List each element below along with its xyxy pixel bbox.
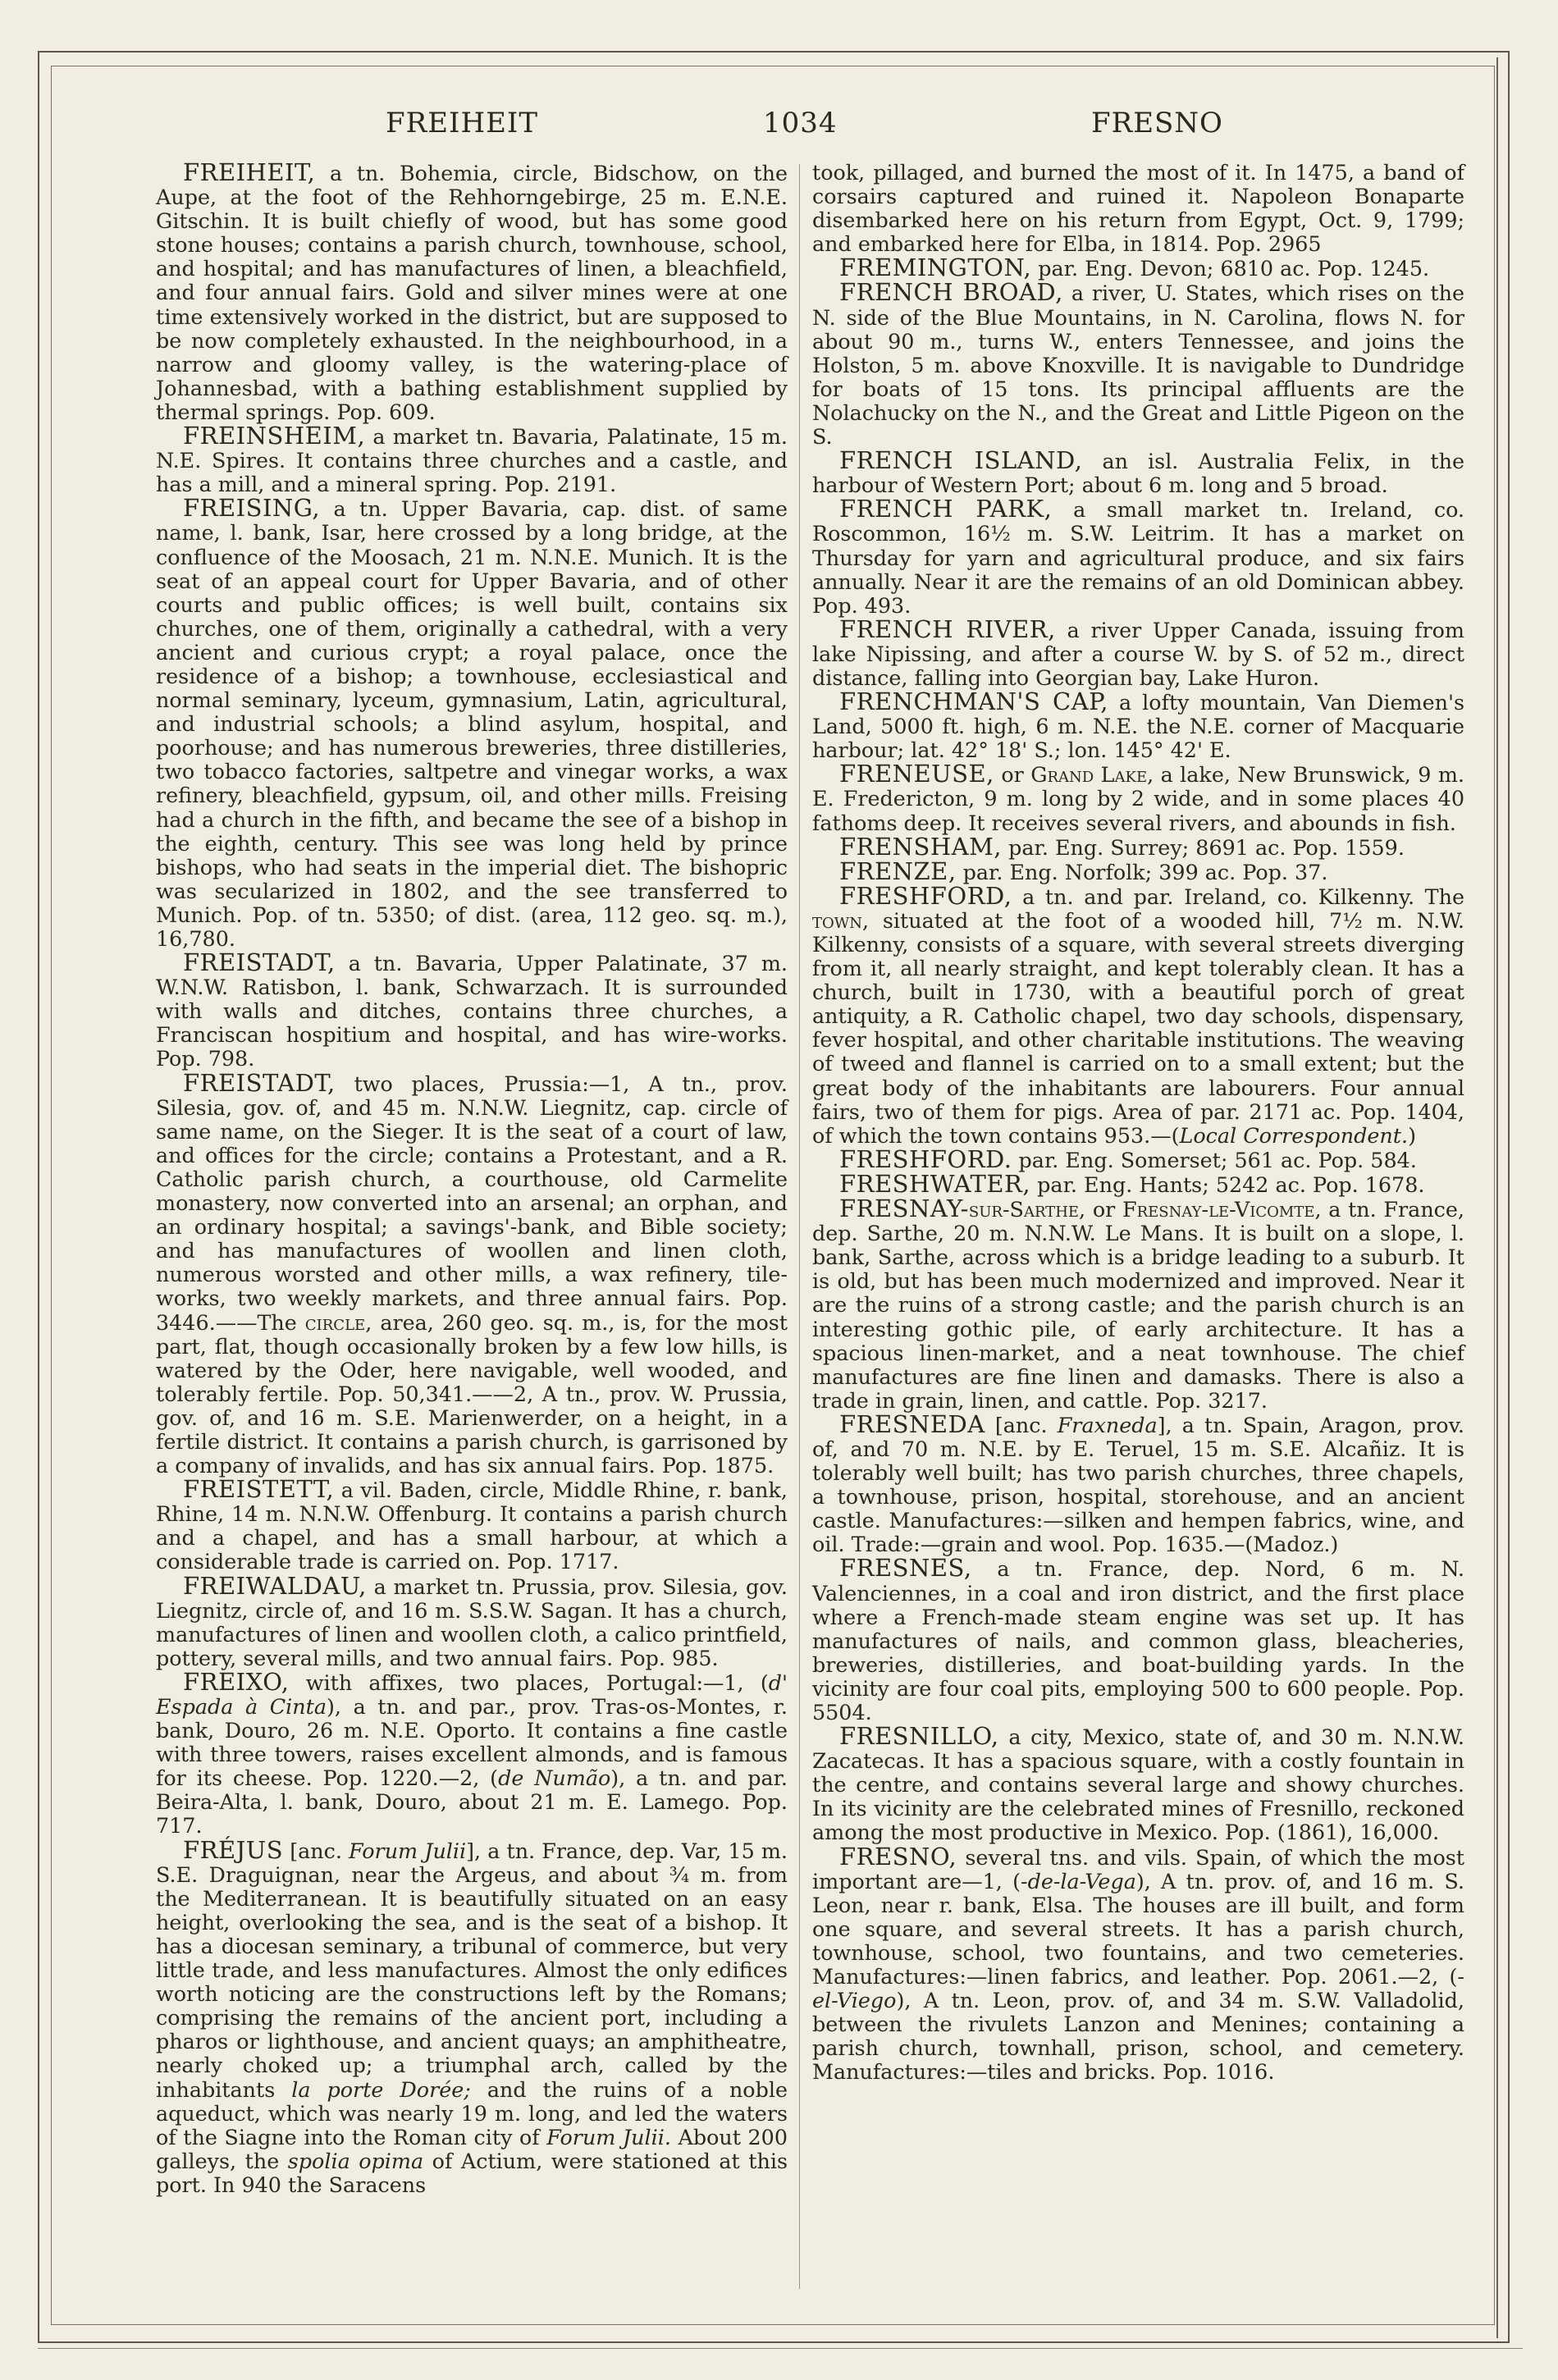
entry-text: ), a tn. and par., prov. Tras-os-Montes, r. bank, Douro, 26 m. N.E. Oporto. It contains a fine castle with three towers, raises excellent almonds, and is famous for its cheese. Pop. 1220.—2, ( xyxy=(156,1694,788,1791)
entry-text: About 200 galleys, the xyxy=(156,2124,788,2173)
entry-headword: FRESNILLO, xyxy=(839,1722,999,1751)
entry-smallcaps: town xyxy=(812,907,863,933)
entry-italic: de Numão xyxy=(498,1766,611,1791)
entry-italic: Forum Julii xyxy=(349,1838,467,1863)
entry-fresnay xyxy=(812,1197,1464,1413)
entry-italic: la porte Dorée; xyxy=(291,2076,471,2102)
entry-italic: Fraxneda xyxy=(1057,1412,1158,1437)
entry-headword: FRESNES, xyxy=(839,1554,972,1583)
entry-text: with affixes, two places, Portugal:—1, ( xyxy=(305,1670,769,1695)
left-column xyxy=(156,158,788,2197)
entry-text: a tn. Bavaria, Upper Palatinate, 37 m. W.N.W. Ratisbon, l. bank, Schwarzach. It is surrounded with walls and ditches, contains three churches, a Franciscan hospitium and hospital, and has wire-works. Pop. 798. xyxy=(156,951,788,1071)
entry-headword: FRESHWATER, xyxy=(839,1169,1031,1198)
entry-freshford-ireland xyxy=(812,881,1464,1148)
entry-text: , area, 260 geo. sq. m., is, for the most part, flat, though occasionally broken by a few low hills, is watered by the Oder, here navigable, well wooded, and tolerably fertile. Pop. 50,341.——2, A tn., prov. W. Prussia, gov. of, and 16 m. S.E. Marienwerder, on a height, in a fertile district. It contains a parish church, is garrisoned by a company of invalids, and has six annual fairs. Pop. 1875. xyxy=(156,1309,788,1478)
entry-freistett xyxy=(156,1475,788,1574)
entry-smallcaps: circle xyxy=(304,1309,366,1335)
entry-italic: Local Correspondent. xyxy=(1179,1122,1409,1148)
entry-text: par. Eng. Devon; 6810 ac. Pop. 1245. xyxy=(1038,256,1430,281)
entry-freistadt-prussia xyxy=(156,1068,788,1478)
entry-headword: FRESHFORD. xyxy=(839,1144,1012,1173)
entry-italic: Forum Julii. xyxy=(546,2124,671,2149)
entry-text: , situated at the foot of a wooded hill, 7½ m. N.W. Kilkenny, consists of a square, with several streets diverging from it, all nearly straight, and kept tolerably clean. It has a church, built in 1730, with a beautiful porch of great antiquity, a R. Catholic chapel, two day schools, dispensary, fever hospital, and other charitable institutions. The weaving of tweed and flannel is carried on to a small extent; but the great body of the inhabitants are labourers. Four annual fairs, two of them for pigs. Area of par. 2171 ac. Pop. 1404, of which the town contains 953.—( xyxy=(812,907,1464,1148)
entry-smallcaps: sur-Sarthe xyxy=(968,1197,1080,1222)
entry-text: several tns. and vils. Spain, of which the most important are—1, ( xyxy=(812,1844,1464,1893)
entry-headword: FREISTADT, xyxy=(183,948,336,977)
entry-text: ], a tn. Spain, Aragon, prov. of, and 70 m. N.E. by E. Teruel, 15 m. S.E. Alcañiz. It is tolerably well built; has two parish churches, three chapels, a townhouse, prison, hospital, storehouse, and an ancient castle. Manufactures:—silken and hempen fabrics, wine, and oil. Trade:—grain and wool. Pop. 1635.—(Madoz.) xyxy=(812,1412,1464,1557)
entry-text: a city, Mexico, state of, and 30 m. N.N.W. Zacatecas. It has a spacious square, with a costly fountain in the centre, and contains several large and showy churches. In its vicinity are the celebrated mines of Fresnillo, reckoned among the most productive in Mexico. Pop. (1861), 16,000. xyxy=(812,1724,1464,1845)
entry-text: a river Upper Canada, issuing from lake Nipissing, and after a course W. by S. of 52 m., direct distance, falling into Georgian bay, Lake Huron. xyxy=(812,617,1464,690)
entry-french-broad xyxy=(812,278,1465,450)
entry-freistadt-bavaria xyxy=(156,948,788,1071)
entry-headword: FRENCH ISLAND, xyxy=(839,446,1083,475)
entry-text: , or xyxy=(1079,1197,1122,1222)
entry-text: an isl. Australia Felix, in the harbour of Western Port; about 6 m. long and 5 broad. xyxy=(812,449,1464,498)
entry-text: par. Eng. Hants; 5242 ac. Pop. 1678. xyxy=(1037,1172,1425,1197)
entry-text: a tn. and par. Ireland, co. Kilkenny. The xyxy=(1022,884,1464,909)
entry-headword: FRESNAY- xyxy=(839,1195,969,1223)
entry-text: a tn. Upper Bavaria, cap. dist. of same name, l. bank, Isar, here crossed by a long bridge, at the confluence of the Moosach, 21 m. N.N.E. Munich. It is the seat of an appeal court for Upper Bavaria, and of other courts and public offices; is well built, contains six churches, one of them, originally a cathedral, with a very ancient and curious crypt; a royal palace, once the residence of a bishop; a townhouse, ecclesiastical and normal seminary, lyceum, gymnasium, Latin, agricultural, and industrial schools; a blind asylum, hospital, and poorhouse; and has numerous breweries, three distilleries, two tobacco factories, saltpetre and vinegar works, a wax refinery, bleachfield, gypsum, oil, and other mills. Freising had a church in the fifth, and became the see of a bishop in the eighth, century. This see was long held by prince bishops, who had seats in the imperial diet. The bishopric was secularized in 1802, and the see transferred to Munich. Pop. of tn. 5350; of dist. (area, 112 geo. sq. m.), 16,780. xyxy=(156,496,788,951)
entry-text: took, pillaged, and burned the most of it. In 1475, a band of corsairs captured and ruined it. Napoleon Bonaparte disembarked here on his return from Egypt, Oct. 9, 1799; and embarked here for Elba, in 1814. Pop. 2965 xyxy=(812,160,1464,257)
running-header xyxy=(82,107,1493,148)
entry-headword: FRESHFORD, xyxy=(839,881,1012,910)
entry-freshford-somerset xyxy=(812,1144,1464,1173)
entry-freixo xyxy=(156,1667,788,1839)
entry-smallcaps: Fresnay-le-Vicomte xyxy=(1122,1197,1315,1222)
entry-text: ) xyxy=(1408,1122,1416,1148)
entry-frenze xyxy=(812,857,1464,885)
entry-freiheit xyxy=(156,158,788,424)
entry-frejus xyxy=(156,1835,788,2197)
entry-text: ], a tn. France, dep. Var, 15 m. S.E. Draguignan, near the Argeus, and about ¾ m. from the Mediterranean. It is beautifully situated on an easy height, overlooking the sea, and is the seat of a bishop. It has a diocesan seminary, a tribunal of commerce, but very little trade, and less manufactures. Almost the only edifices worth noticing are the constructions left by the Romans; comprising the remains of the ancient port, including a pharos or lighthouse, and ancient quays; an amphitheatre, nearly choked up; a triumphal arch, called by the inhabitants xyxy=(156,1838,788,2102)
entry-frenchmans-cap xyxy=(812,690,1464,762)
entry-freshwater xyxy=(812,1169,1464,1198)
entry-headword: FRENCH PARK, xyxy=(839,495,1053,523)
right-column xyxy=(812,161,1464,2085)
entry-text: a vil. Baden, circle, Middle Rhine, r. bank, Rhine, 14 m. N.N.W. Offenburg. It contains a parish church and a chapel, and has a small harbour, at which a considerable trade is carried on. Pop. 1717. xyxy=(156,1478,788,1574)
entry-text: ), A tn. prov. of, and 16 m. S. Leon, near r. bank, Elsa. The houses are ill built, and form one square, and several streets. It has a parish church, townhouse, school, two fountains, and two cemeteries. Manufactures:—linen fabrics, and leather. Pop. 2061.—2, ( xyxy=(812,1868,1464,1989)
entry-text: par. Eng. Norfolk; 399 ac. Pop. 37. xyxy=(962,859,1328,884)
entry-headword: FRÉJUS xyxy=(183,1835,284,1864)
entry-fresneda xyxy=(812,1409,1464,1557)
entry-text: , a tn. France, dep. Sarthe, 20 m. N.N.W. Le Mans. It is built on a slope, l. bank, Sarthe, across which is a bridge leading to a suburb. It is old, but has been much modernized and improved. Near it are the ruins of a strong castle; and the parish church is an interesting gothic pile, of early architecture. It has a spacious linen-market, and a neat townhouse. The chief manufactures are fine linen and damasks. There is also a trade in grain, linen, and cattle. Pop. 3217. xyxy=(812,1197,1464,1413)
column-divider xyxy=(799,164,800,2289)
entry-text: a river, U. States, which rises on the N. side of the Blue Mountains, in N. Carolina, flows N. for about 90 m., turns W., enters Tennessee, and joins the Holston, 5 m. above Knoxville. It is navigable to Dundridge for boats of 15 tons. Its principal affluents are the Nolachucky on the N., and the Great and Little Pigeon on the S. xyxy=(812,281,1465,450)
entry-headword: FREISTADT, xyxy=(183,1068,336,1097)
entry-headword: FRESNO, xyxy=(839,1842,957,1871)
entry-headword: FRENCH RIVER, xyxy=(839,614,1056,643)
entry-fresnillo xyxy=(812,1724,1464,1844)
entry-text: of Actium, were stationed at this port. In 940 the Saracens xyxy=(156,2148,788,2197)
entry-text: , a lake, New Brunswick, 9 m. E. Fredericton, 9 m. long by 2 wide, and in some places 40 fathoms deep. It receives several rivers, and abounds in fish. xyxy=(812,762,1464,835)
header-left-word: FREIHEIT xyxy=(386,107,539,139)
entry-text: ), A tn. Leon, prov. of, and 34 m. S.W. Valladolid, between the rivulets Lanzon and Menines; containing a parish church, townhall, prison, school, and cemetery. Manufactures:—tiles and bricks. Pop. 1016. xyxy=(812,1988,1464,2085)
entry-frensham xyxy=(812,832,1464,861)
entry-headword: FREINSHEIM, xyxy=(183,422,366,450)
entry-freinsheim xyxy=(156,424,788,496)
entry-headword: FREISTETT, xyxy=(183,1475,335,1504)
page-edge-rule xyxy=(1496,57,1498,2338)
entry-headword: FREIXO, xyxy=(183,1667,290,1696)
entry-french-island xyxy=(812,446,1464,498)
entry-headword: FREIWALDAU, xyxy=(183,1571,367,1600)
entry-text: [anc. xyxy=(290,1838,350,1863)
entry-french-river xyxy=(812,614,1464,690)
entry-text: a lofty mountain, Van Diemen's Land, 5000 ft. high, 6 m. N.E. the N.E. corner of Macquarie harbour; lat. 42° 18' S.; lon. 145° 42' E. xyxy=(812,690,1464,763)
entry-text: a market tn. Bavaria, Palatinate, 15 m. N.E. Spires. It contains three churches and a castle, and has a mill, and a mineral spring. Pop. 2191. xyxy=(156,424,788,497)
entry-italic: d' Espada à Cinta xyxy=(156,1670,788,1719)
entry-headword: FRENZE, xyxy=(839,857,957,885)
entry-freneuse xyxy=(812,762,1464,834)
page-bottom-rule xyxy=(38,2348,1523,2349)
entry-text: a small market tn. Ireland, co. Roscommon, 16½ m. S.W. Leitrim. It has a market on Thursday for yarn and agricultural produce, and six fairs annually. Near it are the remains of an old Dominican abbey. Pop. 493. xyxy=(812,497,1464,618)
entry-headword: FREMINGTON, xyxy=(839,254,1032,282)
entry-headword: FREIHEIT, xyxy=(183,158,316,186)
entry-text: a tn. Bohemia, circle, Bidschow, on the Aupe, at the foot of the Rehhorngebirge, 25 m. E.N.E. Gitschin. It is built chiefly of wood, but has some good stone houses; contains a parish church, townhouse, school, and hospital; and has manufactures of linen, a bleachfield, and four annual fairs. Gold and silver mines were at one time extensively worked in the district, but are supposed to be now completely exhausted. In the neighbourhood, in a narrow and gloomy valley, is the watering-place of Johannesbad, with a bathing establishment supplied by thermal springs. Pop. 609. xyxy=(156,161,788,424)
entry-text: par. Eng. Somerset; 561 ac. Pop. 584. xyxy=(1018,1147,1417,1172)
header-right-word: FRESNO xyxy=(1091,107,1223,139)
entry-italic: -de-la-Vega xyxy=(1020,1868,1136,1893)
page-number: 1034 xyxy=(763,107,838,139)
entry-headword: FRENSHAM, xyxy=(839,832,1003,861)
entry-text: par. Eng. Surrey; 8691 ac. Pop. 1559. xyxy=(1008,834,1405,860)
entry-italic: -el-Viego xyxy=(812,1964,1464,2013)
entry-fremington xyxy=(812,256,1464,281)
entry-text: a market tn. Prussia, prov. Silesia, gov. Liegnitz, circle of, and 16 m. S.S.W. Sagan. It has a church, manufactures of linen and woollen cloth, a calico printfield, pottery, several mills, and two annual fairs. Pop. 985. xyxy=(156,1574,788,1670)
entry-text: [anc. xyxy=(994,1412,1058,1437)
entry-headword: FREISING, xyxy=(183,494,321,523)
entry-freising xyxy=(156,496,788,951)
entry-smallcaps: Grand Lake xyxy=(1030,762,1148,788)
entry-text: ), a tn. and par. Beira-Alta, l. bank, Douro, about 21 m. E. Lamego. Pop. 717. xyxy=(156,1766,788,1839)
entry-text: and the ruins of a noble aqueduct, which was nearly 19 m. long, and led the waters of the Siagne into the Roman city of xyxy=(156,2076,788,2149)
entry-text: a tn. France, dep. Nord, 6 m. N. Valenciennes, in a coal and iron district, and the first place where a French-made steam engine was set up. It has manufactures of nails, and common glass, bleacheries, breweries, distilleries, and boat-building yards. In the vicinity are four coal pits, employing 500 to 600 people. Pop. 5504. xyxy=(812,1556,1465,1724)
entry-fresno xyxy=(812,1842,1464,2085)
entry-text: two places, Prussia:—1, A tn., prov. Silesia, gov. of, and 45 m. N.N.W. Liegnitz, cap. circle of same name, on the Sieger. It is the seat of a court of law, and offices for the circle; contains a Protestant, and a R. Catholic parish church, a courthouse, old Carmelite monastery, now converted into an arsenal; an orphan, and an ordinary hospital; a savings'-bank, and Bible society; and has manufactures of woollen and linen cloth, numerous worsted and other mills, a wax refinery, tile-works, two weekly markets, and three annual fairs. Pop. 3446.——The xyxy=(156,1071,788,1335)
entry-french-park xyxy=(812,497,1464,617)
entry-headword: FRENCHMAN'S CAP, xyxy=(839,688,1108,716)
entry-italic: spolia opima xyxy=(287,2148,424,2173)
entry-headword: FRESNEDA xyxy=(839,1409,985,1438)
entry-frejus-continued xyxy=(812,161,1464,256)
entry-text: or xyxy=(1001,762,1031,788)
entry-headword: FRENCH BROAD, xyxy=(839,278,1063,307)
entry-freiwaldau xyxy=(156,1571,788,1670)
entry-headword: FRENEUSE, xyxy=(839,760,994,788)
entry-fresnes xyxy=(812,1556,1464,1724)
